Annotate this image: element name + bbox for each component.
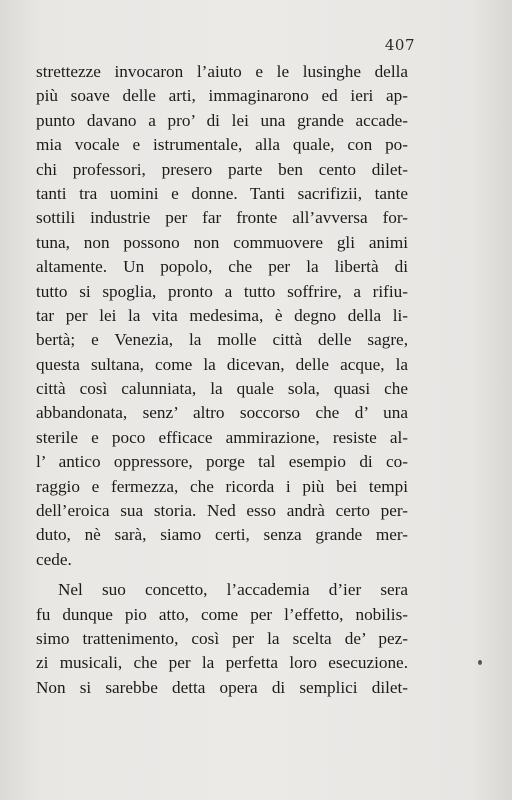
text-line: dell’eroica sua storia. Ned esso andrà certo per- xyxy=(36,501,408,521)
text-line: simo trattenimento, così per la scelta de’ pez- xyxy=(36,628,408,648)
text-line: sterile e poco efficace ammirazione, resiste al- xyxy=(36,427,408,447)
text-line: bertà; e Venezia, la molle città delle sagre, xyxy=(36,330,408,350)
text-line: altamente. Un popolo, che per la libertà di xyxy=(36,257,408,277)
text-line: Nel suo concetto, l’accademia d’ier sera xyxy=(58,580,408,600)
text-line: città così calunniata, la quale sola, quasi che xyxy=(36,379,408,399)
text-line: punto davano a pro’ di lei una grande accade- xyxy=(36,110,408,130)
text-line: raggio e fermezza, che ricorda i più bei tempi xyxy=(36,476,408,496)
text-line: tanti tra uomini e donne. Tanti sacrifizii, tante xyxy=(36,183,408,203)
text-line: zi musicali, che per la perfetta loro esecuzione. xyxy=(36,653,408,673)
text-line: tar per lei la vita medesima, è degno della li- xyxy=(36,305,408,325)
text-line: duto, nè sarà, siamo certi, senza grande mer- xyxy=(36,525,408,545)
text-line: sottili industrie per far fronte all’avversa for- xyxy=(36,208,408,228)
text-line: mia vocale e istrumentale, alla quale, con po- xyxy=(36,135,408,155)
ink-speck xyxy=(478,660,482,665)
text-line: fu dunque pio atto, come per l’effetto, nobilis- xyxy=(36,604,408,624)
text-line: l’ antico oppressore, porge tal esempio di co- xyxy=(36,452,408,472)
paragraph-2 xyxy=(36,578,408,700)
text-line: questa sultana, come la dicevan, delle acque, la xyxy=(36,354,408,374)
text-line: Non si sarebbe detta opera di semplici dilet- xyxy=(36,677,408,697)
text-line: chi professori, presero parte ben cento dilet- xyxy=(36,159,408,179)
text-line: tuna, non possono non commuovere gli animi xyxy=(36,232,408,252)
text-line: abbandonata, senz’ altro soccorso che d’ una xyxy=(36,403,408,423)
paragraph-1 xyxy=(36,60,408,572)
text-line: cede. xyxy=(36,549,72,569)
body-text xyxy=(36,60,408,700)
page-number: 407 xyxy=(384,36,415,54)
text-line: più soave delle arti, immaginarono ed ieri ap- xyxy=(36,86,408,106)
text-line: strettezze invocaron l’aiuto e le lusinghe della xyxy=(36,62,408,81)
text-line: tutto si spoglia, pronto a tutto soffrire, a rifiu- xyxy=(36,281,408,301)
